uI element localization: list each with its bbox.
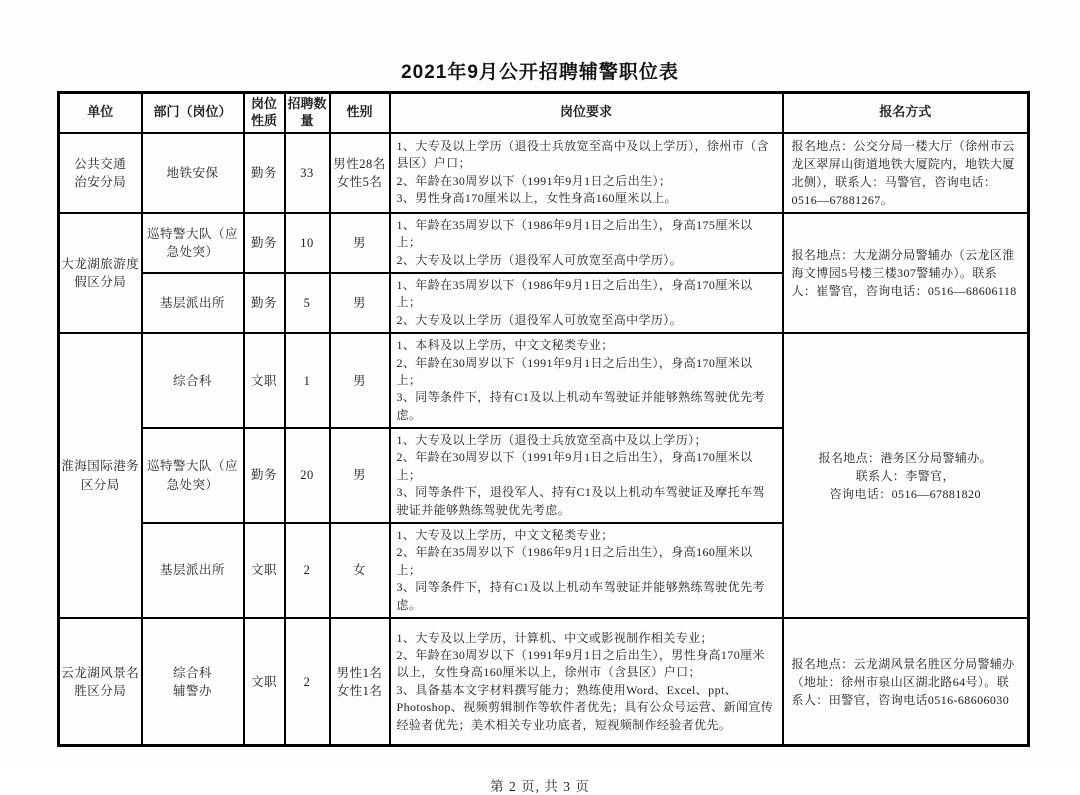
text-line: 报名地点：云龙湖风景名胜区分局警辅办（地址：徐州市泉山区湖北路64号）。联系人：田警官，咨询电话0516-68606030 [791,656,1015,707]
cell-department [142,428,244,523]
table-header-row [59,93,1029,133]
header-requirements: 岗位要求 [390,93,783,133]
text-line: 报名地点：公交分局一楼大厅（徐州市云龙区翠屏山街道地铁大厦院内，地铁大厦北侧），联系人：马警官，咨询电话：0516—67881267。 [791,138,1015,207]
cell-department [142,618,244,746]
cell-quantity: 2 [285,618,330,746]
table-row [59,213,1029,273]
cell-requirements [390,523,783,618]
cell-requirements [390,273,783,333]
cell-unit [59,618,142,746]
cell-quantity: 5 [285,273,330,333]
page-title: 2021年9月公开招聘辅警职位表 [401,62,679,83]
text-line: 辅警办 [172,683,212,698]
page-footer: 第 2 页, 共 3 页 [490,779,590,795]
text-line: 报名地点：大龙湖分局警辅办（云龙区淮海文博园5号楼三楼307警辅办）。联系人：崔警官，咨询电话：0516—68606118 [791,247,1017,298]
cell-nature: 勤务 [244,213,285,273]
req-item: 2、大专及以上学历（退役军人可放宽至高中学历）。 [396,312,683,327]
text-line: 基层派出所 [159,563,225,578]
cell-department [142,213,244,273]
cell-nature: 文职 [244,333,285,428]
text-line: 女性5名 [336,174,383,189]
req-item: 1、年龄在35周岁以下（1986年9月1日之后出生），身高175厘米以上； [396,217,753,250]
text-line: 大龙湖旅游度 [61,256,140,271]
text-line: 急处突） [166,244,219,259]
text-line: 巡特警大队（应 [146,459,238,474]
cell-gender: 男 [330,333,390,428]
cell-requirements [390,133,783,213]
req-item: 3、同等条件下，持有C1及以上机动车驾驶证并能够熟练驾驶优先考虑。 [396,390,765,422]
req-item: 2、年龄在35周岁以下（1986年9月1日之后出生），身高160厘米以上； [396,545,753,577]
table-row [59,333,1029,428]
cell-gender [330,618,390,746]
cell-gender: 男 [330,213,390,273]
req-item: 2、年龄在30周岁以下（1991年9月1日之后出生）； [396,173,672,188]
text-line: 急处突） [166,477,219,492]
cell-quantity: 20 [285,428,330,523]
job-table [57,91,1030,747]
text-line: 治安分局 [74,174,127,189]
req-item: 3、同等条件下，退役军人、持有C1及以上机动车驾驶证及摩托车驾驶证并能够熟练驾驶优先考虑。 [396,485,765,517]
req-item: 1、大专及以上学历（退役士兵放宽至高中及以上学历），徐州市（含县区）户口； [396,139,769,171]
cell-nature: 文职 [244,523,285,618]
cell-quantity: 1 [285,333,330,428]
req-item: 1、大专及以上学历（退役士兵放宽至高中及以上学历）； [396,433,707,448]
cell-quantity: 2 [285,523,330,618]
header-quantity: 招聘数量 [285,93,330,133]
cell-requirements [390,333,783,428]
text-line: 假区分局 [74,274,127,289]
cell-requirements [390,213,783,273]
cell-department [142,333,244,428]
text-line: 报名地点：港务区分局警辅办。 [818,450,993,465]
req-item: 2、年龄在30周岁以下（1991年9月1日之后出生），身高170厘米以上； [396,450,753,482]
text-line: 女性1名 [336,683,383,698]
req-item: 1、本科及以上学历，中文文秘类专业； [396,338,614,353]
cell-registration [783,333,1029,618]
header-registration: 报名方式 [783,93,1029,133]
req-item: 1、年龄在35周岁以下（1986年9月1日之后出生），身高170厘米以上； [396,277,753,310]
cell-department [142,133,244,213]
req-item: 2、年龄在30周岁以下（1991年9月1日之后出生），身高170厘米以上； [396,355,753,387]
cell-department [142,523,244,618]
cell-department [142,273,244,333]
table-row [59,618,1029,746]
req-item: 2、大专及以上学历（退役军人可放宽至高中学历）。 [396,252,683,267]
cell-nature: 文职 [244,618,285,746]
cell-gender: 女 [330,523,390,618]
header-nature: 岗位性质 [244,93,285,133]
cell-registration [783,133,1029,213]
cell-requirements [390,428,783,523]
header-unit: 单位 [59,93,142,133]
cell-quantity: 10 [285,213,330,273]
text-line: 巡特警大队（应 [146,226,238,241]
text-line: 地铁安保 [166,165,219,180]
cell-unit [59,213,142,333]
req-item: 1、大专及以上学历，计算机、中文或影视制作相关专业； [396,630,713,645]
text-line: 综合科 [172,373,212,388]
req-item: 3、同等条件下，持有C1及以上机动车驾驶证并能够熟练驾驶优先考虑。 [396,580,765,612]
cell-nature: 勤务 [244,133,285,213]
cell-gender: 男 [330,273,390,333]
cell-gender [330,133,390,213]
cell-requirements [390,618,783,746]
header-department: 部门（岗位） [142,93,244,133]
text-line: 胜区分局 [74,683,127,698]
table-row [59,133,1029,213]
cell-nature: 勤务 [244,428,285,523]
cell-quantity: 33 [285,133,330,213]
cell-registration [783,618,1029,746]
text-line: 云龙湖风景名 [61,665,140,680]
cell-unit [59,333,142,618]
text-line: 咨询电话：0516—67881820 [829,486,981,501]
cell-nature: 勤务 [244,273,285,333]
header-gender: 性别 [330,93,390,133]
text-line: 联系人：李警官， [855,468,955,483]
req-item: 2、年龄在30周岁以下（1991年9月1日之后出生），男性身高170厘米以上，女性身高160厘米以上，徐州市（含县区）户口； [396,647,765,680]
req-item: 1、大专及以上学历，中文文秘类专业； [396,528,614,543]
cell-registration [783,213,1029,333]
req-item: 3、男性身高170厘米以上，女性身高160厘米以上。 [396,191,677,206]
cell-unit [59,133,142,213]
text-line: 区分局 [80,477,120,492]
text-line: 公共交通 [74,156,127,171]
cell-gender: 男 [330,428,390,523]
text-line: 男性1名 [336,665,383,680]
req-item: 3、具备基本文字材料撰写能力；熟练使用Word、Excel、ppt、Photoshop、视频剪辑制作等软件者优先；具有公众号运营、新闻宣传经验者优先；美术相关专业功底者，短视频制作经验者优先。 [396,682,774,732]
text-line: 综合科 [172,665,212,680]
text-line: 男性28名 [333,156,386,171]
text-line: 淮海国际港务 [61,459,140,474]
text-line: 基层派出所 [159,295,225,310]
